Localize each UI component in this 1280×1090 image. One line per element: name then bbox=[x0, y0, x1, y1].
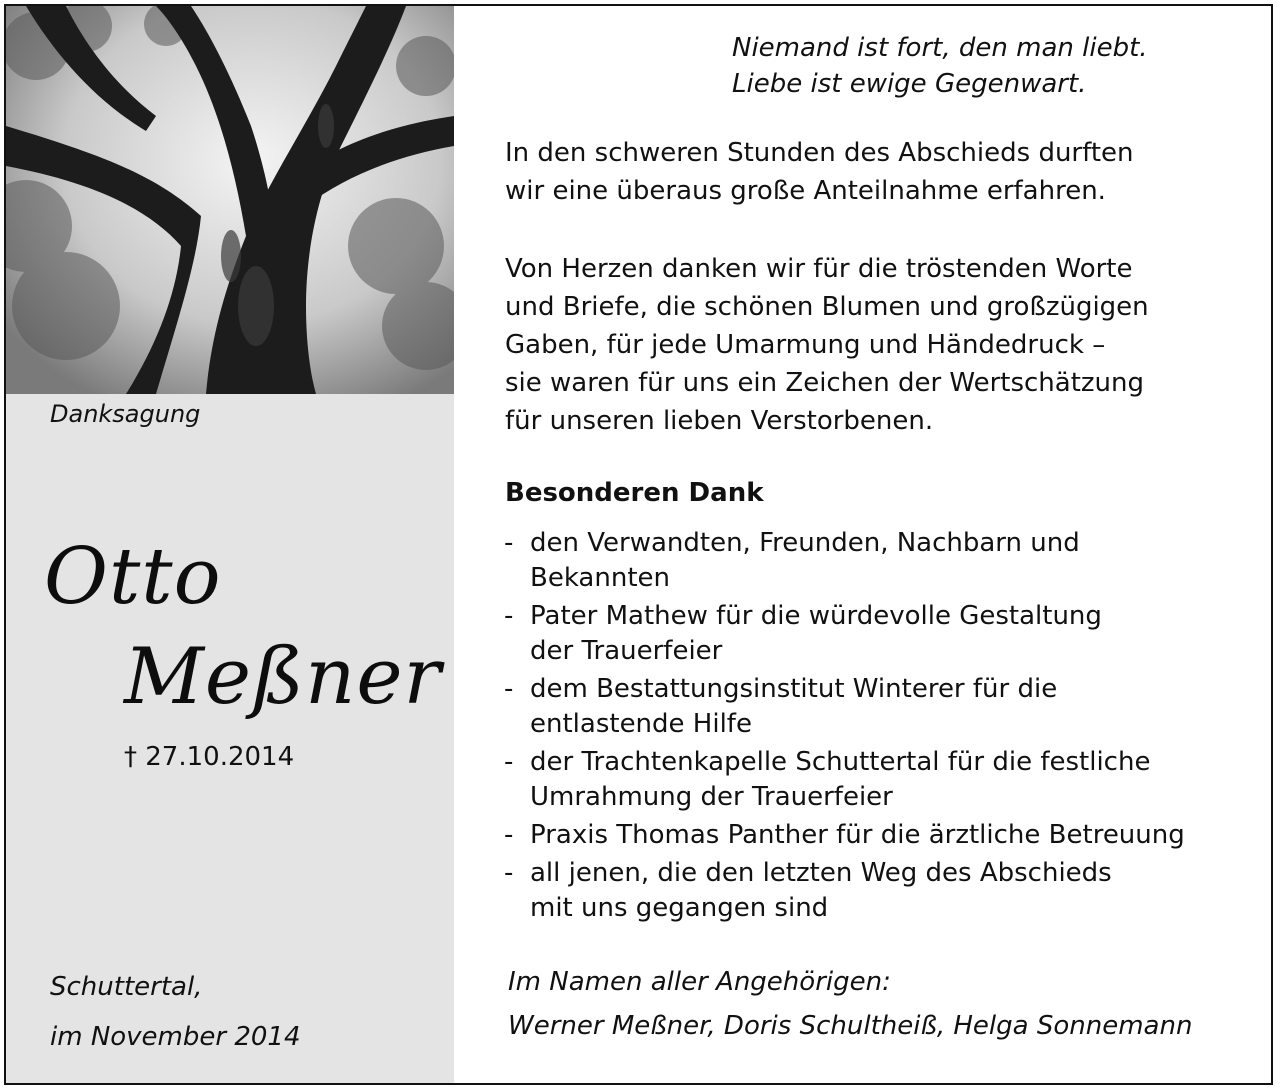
list-item-line: all jenen, die den letzten Weg des Abschieds bbox=[530, 858, 1112, 888]
obituary-card bbox=[4, 4, 1273, 1085]
list-item-line: entlastende Hilfe bbox=[530, 709, 752, 739]
list-item bbox=[504, 599, 1185, 669]
left-panel bbox=[6, 6, 454, 1083]
list-item-line: den Verwandten, Freunden, Nachbarn und bbox=[530, 528, 1080, 558]
bullet-dash: - bbox=[504, 528, 514, 558]
danksagung-label: Danksagung bbox=[50, 400, 201, 428]
bullet-dash: - bbox=[504, 858, 514, 888]
bullet-dash: - bbox=[504, 601, 514, 631]
text-line: für unseren lieben Verstorbenen. bbox=[505, 406, 934, 436]
text-line: sie waren für uns ein Zeichen der Wertschätzung bbox=[505, 368, 1145, 398]
quote-line: Niemand ist fort, den man liebt. bbox=[732, 33, 1148, 63]
list-item-line: der Trachtenkapelle Schuttertal für die festliche bbox=[530, 747, 1151, 777]
bullet-dash: - bbox=[504, 674, 514, 704]
bullet-dash: - bbox=[504, 747, 514, 777]
tree-photo bbox=[6, 6, 454, 394]
list-item bbox=[504, 526, 1185, 596]
text-line: Gaben, für jede Umarmung und Händedruck – bbox=[505, 330, 1106, 360]
death-date: † 27.10.2014 bbox=[124, 742, 295, 772]
last-name: Meßner bbox=[124, 632, 442, 722]
list-item bbox=[504, 856, 1185, 926]
date: im November 2014 bbox=[50, 1022, 301, 1052]
bullet-dash: - bbox=[504, 820, 514, 850]
list-item-line: dem Bestattungsinstitut Winterer für die bbox=[530, 674, 1058, 704]
closing-line: Im Namen aller Angehörigen: bbox=[508, 967, 891, 997]
list-item-line: mit uns gegangen sind bbox=[530, 893, 829, 923]
list-item-line: Bekannten bbox=[530, 563, 670, 593]
signatories: Werner Meßner, Doris Schultheiß, Helga Sonnemann bbox=[508, 1011, 1193, 1041]
quote bbox=[732, 30, 1148, 102]
first-name: Otto bbox=[44, 532, 222, 622]
list-item-line: Pater Mathew für die würdevolle Gestaltung bbox=[530, 601, 1102, 631]
paragraph-thanks bbox=[505, 250, 1149, 440]
text-line: In den schweren Stunden des Abschieds durften bbox=[505, 138, 1134, 168]
text-line: Von Herzen danken wir für die tröstenden Worte bbox=[505, 254, 1133, 284]
list-item bbox=[504, 818, 1185, 853]
list-item-line: Umrahmung der Trauerfeier bbox=[530, 782, 893, 812]
place: Schuttertal, bbox=[50, 972, 203, 1002]
text-line: und Briefe, die schönen Blumen und großzügigen bbox=[505, 292, 1149, 322]
list-item bbox=[504, 672, 1185, 742]
list-item-line: der Trauerfeier bbox=[530, 636, 723, 666]
list-item-line: Praxis Thomas Panther für die ärztliche Betreuung bbox=[530, 820, 1185, 850]
special-thanks-list bbox=[504, 526, 1185, 929]
quote-line: Liebe ist ewige Gegenwart. bbox=[732, 69, 1087, 99]
place-and-date bbox=[50, 962, 301, 1062]
special-thanks-heading: Besonderen Dank bbox=[505, 478, 764, 508]
paragraph-condolences bbox=[505, 134, 1133, 210]
closing bbox=[508, 960, 1192, 1048]
text-line: wir eine überaus große Anteilnahme erfahren. bbox=[505, 176, 1106, 206]
list-item bbox=[504, 745, 1185, 815]
